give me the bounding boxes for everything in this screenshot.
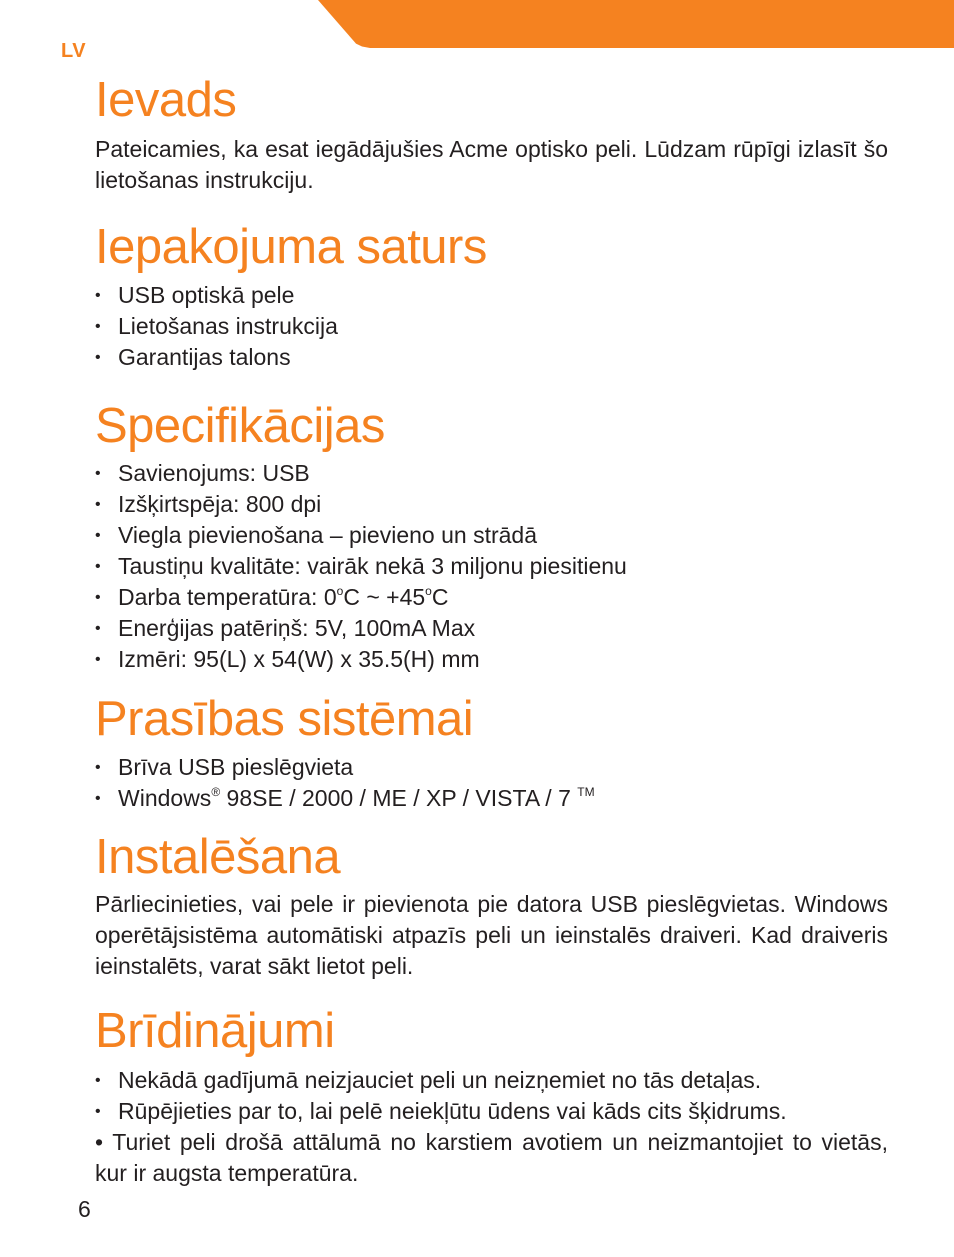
list-item: • Garantijas talons	[95, 342, 888, 373]
temperature-text-mid: C ~ +45	[343, 584, 426, 610]
list-item: • Enerģijas patēriņš: 5V, 100mA Max	[95, 613, 888, 644]
section-warnings	[95, 1001, 888, 1189]
list-item: • Taustiņu kvalitāte: vairāk nekā 3 miljonu piesitienu	[95, 551, 888, 582]
heading-intro: Ievads	[95, 73, 237, 127]
list-item: • USB optiskā pele	[95, 280, 888, 311]
install-text: Pārliecinieties, vai pele ir pievienota pie datora USB pieslēgvietas. Windows operētājsistēma automātiski atpazīs peli un ieinstalēs draiveri. Kad draiveris ieinstalēts, varat sākt lietot peli.	[95, 891, 888, 979]
list-item: • Savienojums: USB	[95, 458, 888, 489]
list-item-windows	[95, 783, 888, 814]
header-accent-tab	[318, 0, 954, 48]
language-code: LV	[61, 40, 87, 62]
list-item: • Rūpējieties par to, lai pelē neiekļūtu ūdens vai kāds cits šķidrums.	[95, 1096, 888, 1127]
registered-sup: ®	[211, 785, 221, 799]
list-item-temperature	[95, 582, 888, 613]
list-item: • Izšķirtspēja: 800 dpi	[95, 489, 888, 520]
degree-sup: o	[425, 584, 432, 598]
package-list	[95, 280, 888, 373]
section-intro	[95, 70, 888, 196]
heading-requirements: Prasības sistēmai	[95, 692, 474, 746]
windows-text: Windows	[118, 785, 212, 811]
temperature-text-start: Darba temperatūra: 0	[118, 584, 337, 610]
specs-list	[95, 458, 888, 675]
intro-text: Pateicamies, ka esat iegādājušies Acme optisko peli. Lūdzam rūpīgi izlasīt šo lietošanas instrukciju.	[95, 136, 888, 193]
page-number: 6	[78, 1196, 91, 1222]
degree-sup: o	[336, 584, 344, 598]
list-item: • Turiet peli drošā attālumā no karstiem avotiem un neizmantojiet to vietās, kur ir augsta temperatūra.	[95, 1129, 888, 1186]
page-content	[95, 70, 888, 1189]
requirements-list	[95, 752, 888, 814]
heading-specs: Specifikācijas	[95, 399, 385, 453]
section-package	[95, 217, 888, 373]
list-item: • Nekādā gadījumā neizjauciet peli un neizņemiet no tās detaļas.	[95, 1065, 888, 1096]
list-item: • Viegla pievienošana – pievieno un strādā	[95, 520, 888, 551]
list-item: • Izmēri: 95(L) x 54(W) x 35.5(H) mm	[95, 644, 888, 675]
section-specs	[95, 396, 888, 675]
windows-versions-text: 98SE / 2000 / ME / XP / VISTA / 7	[220, 785, 578, 811]
section-requirements	[95, 689, 888, 814]
list-item: • Brīva USB pieslēgvieta	[95, 752, 888, 783]
heading-warnings: Brīdinājumi	[95, 1004, 335, 1058]
trademark-sup: TM	[577, 785, 595, 799]
temperature-text-end: C	[431, 584, 449, 610]
warnings-list	[95, 1065, 888, 1189]
heading-package: Iepakojuma saturs	[95, 220, 487, 274]
list-item: • Lietošanas instrukcija	[95, 311, 888, 342]
section-install	[95, 827, 888, 982]
heading-install: Instalēšana	[95, 830, 341, 884]
